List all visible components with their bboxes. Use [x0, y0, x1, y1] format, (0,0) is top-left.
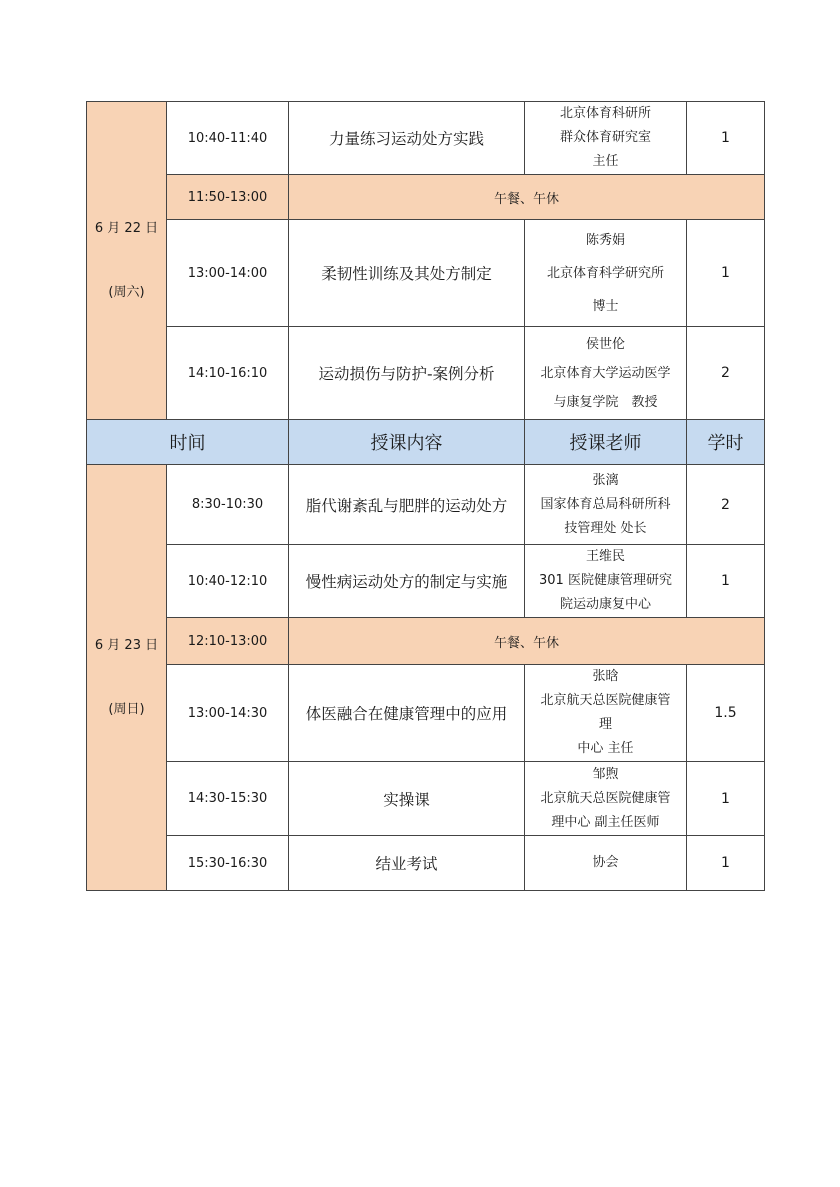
day-date: 6 月 23 日 [94, 637, 159, 653]
teacher-cell [525, 545, 687, 618]
teacher-line: 北京体育大学运动医学 [540, 365, 671, 381]
teacher-line: 陈秀娟 [585, 232, 625, 248]
teacher-cell [525, 220, 687, 327]
time-cell: 11:50-13:00 [167, 175, 289, 220]
teacher-cell [525, 465, 687, 545]
hours-cell: 1.5 [687, 665, 765, 762]
header-hours: 学时 [687, 420, 765, 465]
teacher-line: 邹煦 [592, 766, 619, 782]
table-row [87, 327, 765, 420]
teacher-line: 王维民 [585, 549, 625, 564]
time-cell: 12:10-13:00 [167, 618, 289, 665]
teacher-line: 中心 主任 [577, 741, 634, 756]
header-teacher: 授课老师 [525, 420, 687, 465]
table-row [87, 545, 765, 618]
teacher-line: 理 [598, 717, 612, 732]
teacher-line: 主任 [592, 154, 619, 169]
hours-cell: 1 [687, 102, 765, 175]
teacher-line: 侯世伦 [585, 336, 625, 352]
teacher-cell [525, 836, 687, 891]
teacher-cell [525, 327, 687, 420]
table-row [87, 220, 765, 327]
time-cell: 10:40-12:10 [167, 545, 289, 618]
schedule-table [86, 101, 765, 891]
table-row [87, 102, 765, 175]
teacher-line: 北京体育科学研究所 [546, 265, 664, 281]
course-cell: 结业考试 [289, 836, 525, 891]
teacher-line: 北京航天总医院健康管 [540, 693, 671, 708]
day-weekday: (周六) [108, 284, 145, 300]
time-cell: 8:30-10:30 [167, 465, 289, 545]
teacher-line: 技管理处 处长 [564, 520, 647, 536]
time-cell: 13:00-14:00 [167, 220, 289, 327]
table-row [87, 762, 765, 836]
lunch-break-cell: 午餐、午休 [289, 618, 765, 665]
time-cell: 13:00-14:30 [167, 665, 289, 762]
time-cell: 10:40-11:40 [167, 102, 289, 175]
teacher-line: 北京体育科研所 [559, 106, 651, 121]
teacher-line: 理中心 副主任医师 [551, 814, 660, 830]
table-row [87, 465, 765, 545]
course-cell: 运动损伤与防护-案例分析 [289, 327, 525, 420]
teacher-line: 与康复学院 教授 [553, 394, 658, 410]
table-row [87, 836, 765, 891]
time-cell: 14:30-15:30 [167, 762, 289, 836]
teacher-cell [525, 762, 687, 836]
table-header-row [87, 420, 765, 465]
day-cell [87, 465, 167, 891]
hours-cell: 1 [687, 762, 765, 836]
teacher-line: 院运动康复中心 [559, 597, 651, 612]
table-row [87, 665, 765, 762]
course-cell: 体医融合在健康管理中的应用 [289, 665, 525, 762]
teacher-line: 博士 [592, 298, 619, 314]
teacher-line: 张晗 [592, 669, 619, 684]
table-row [87, 175, 765, 220]
lunch-break-cell: 午餐、午休 [289, 175, 765, 220]
course-cell: 慢性病运动处方的制定与实施 [289, 545, 525, 618]
day-date: 6 月 22 日 [94, 220, 159, 236]
hours-cell: 2 [687, 327, 765, 420]
teacher-line: 国家体育总局科研所科 [540, 496, 671, 512]
header-time: 时间 [87, 420, 289, 465]
day-weekday: (周日) [108, 701, 145, 717]
teacher-cell [525, 665, 687, 762]
course-cell: 实操课 [289, 762, 525, 836]
teacher-cell [525, 102, 687, 175]
hours-cell: 1 [687, 220, 765, 327]
teacher-line: 群众体育研究室 [559, 130, 651, 145]
teacher-line: 301 医院健康管理研究 [539, 573, 672, 588]
hours-cell: 2 [687, 465, 765, 545]
header-course: 授课内容 [289, 420, 525, 465]
time-cell: 14:10-16:10 [167, 327, 289, 420]
day-cell [87, 102, 167, 420]
hours-cell: 1 [687, 545, 765, 618]
table-row [87, 618, 765, 665]
hours-cell: 1 [687, 836, 765, 891]
teacher-line: 张漓 [592, 472, 619, 488]
course-cell: 柔韧性训练及其处方制定 [289, 220, 525, 327]
course-cell: 力量练习运动处方实践 [289, 102, 525, 175]
teacher-line: 协会 [592, 855, 619, 870]
time-cell: 15:30-16:30 [167, 836, 289, 891]
teacher-line: 北京航天总医院健康管 [540, 790, 671, 806]
course-cell: 脂代谢紊乱与肥胖的运动处方 [289, 465, 525, 545]
